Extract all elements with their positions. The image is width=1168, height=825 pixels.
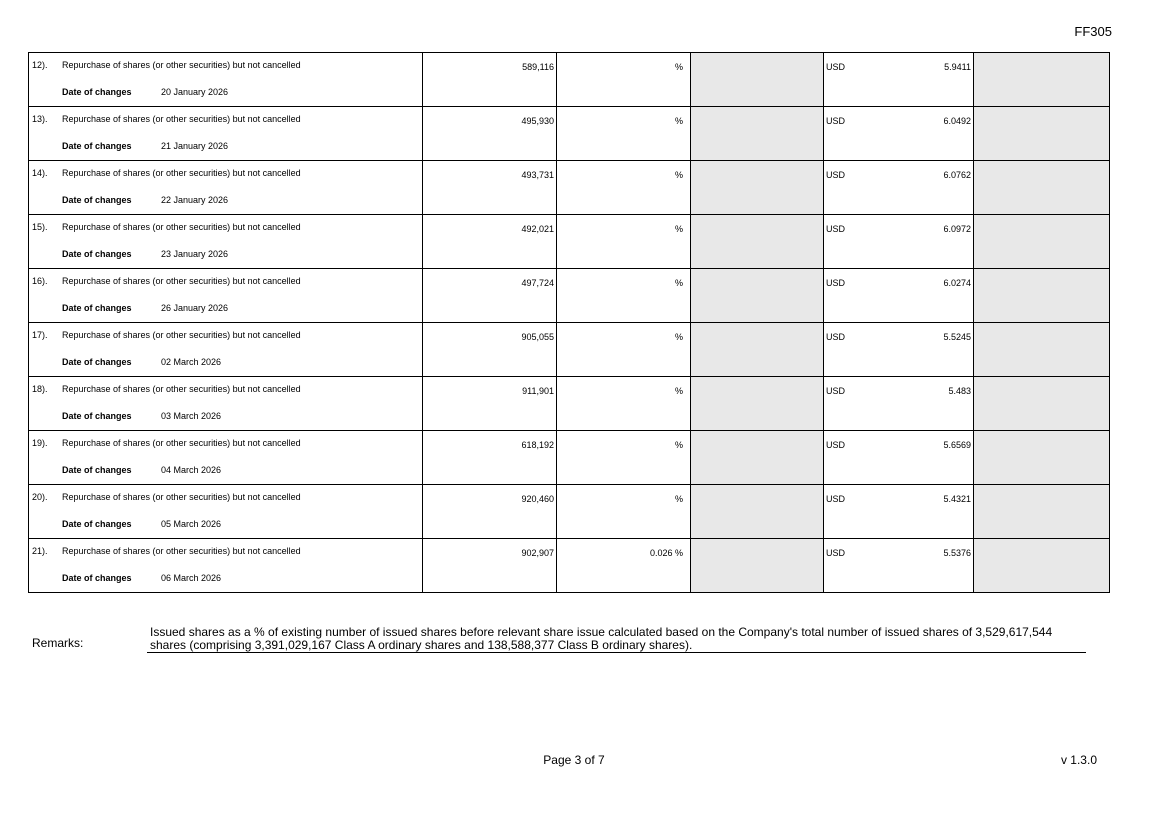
shaded-cell [691, 53, 824, 107]
row-description: Repurchase of shares (or other securities) but not cancelled [62, 384, 301, 394]
table-row [29, 431, 1110, 485]
row-number: 16). [32, 276, 48, 286]
price-cell [824, 161, 974, 215]
price-value: 5.9411 [944, 62, 971, 72]
price-value: 5.5376 [943, 548, 971, 558]
date-value: 05 March 2026 [161, 519, 222, 529]
shares-cell [423, 323, 557, 377]
date-value: 02 March 2026 [161, 357, 222, 367]
price-cell [824, 215, 974, 269]
shares-cell [423, 161, 557, 215]
shaded-cell [974, 431, 1110, 485]
currency: USD [826, 440, 846, 450]
table-row [29, 107, 1110, 161]
row-number: 12). [32, 60, 48, 70]
shares-cell [423, 485, 557, 539]
table-row [29, 161, 1110, 215]
row-number: 18). [32, 384, 48, 394]
shares-value: 589,116 [522, 62, 554, 72]
price-cell [824, 431, 974, 485]
date-label: Date of changes [62, 465, 132, 475]
share-changes-body [29, 53, 1110, 593]
currency: USD [826, 548, 846, 558]
price-cell [824, 323, 974, 377]
share-changes-table [28, 52, 1110, 593]
price-cell [824, 539, 974, 593]
price-value: 6.0274 [943, 278, 971, 288]
table-row [29, 323, 1110, 377]
currency: USD [826, 494, 846, 504]
row-description: Repurchase of shares (or other securities) but not cancelled [62, 222, 301, 232]
date-value: 03 March 2026 [161, 411, 222, 421]
shaded-cell [974, 215, 1110, 269]
shaded-cell [691, 539, 824, 593]
price-value: 6.0972 [943, 224, 971, 234]
date-value: 21 January 2026 [161, 141, 229, 151]
percent-cell [557, 539, 691, 593]
table-row [29, 215, 1110, 269]
row-number: 15). [32, 222, 48, 232]
percent-cell [557, 485, 691, 539]
date-label: Date of changes [62, 303, 132, 313]
shaded-cell [974, 323, 1110, 377]
shaded-cell [974, 161, 1110, 215]
price-value: 5.5245 [943, 332, 971, 342]
row-number: 19). [32, 438, 48, 448]
percent-cell [557, 269, 691, 323]
row-description-cell [29, 377, 423, 431]
date-value: 23 January 2026 [161, 249, 229, 259]
row-number: 20). [32, 492, 48, 502]
price-value: 5.483 [948, 386, 971, 396]
shares-cell [423, 269, 557, 323]
row-description: Repurchase of shares (or other securities) but not cancelled [62, 276, 301, 286]
date-label: Date of changes [62, 519, 132, 529]
row-description: Repurchase of shares (or other securities) but not cancelled [62, 114, 301, 124]
percent-cell [557, 323, 691, 377]
row-description-cell [29, 539, 423, 593]
shaded-cell [691, 377, 824, 431]
shaded-cell [974, 377, 1110, 431]
remarks-text: Issued shares as a % of existing number of issued shares before relevant share issue calculated based on the Company's total number of issued shares of 3,529,617,544 shares (comprising 3,391,029,167 Class A ordinary shares and 138,588,377 Class B ordinary shares). [147, 626, 1086, 653]
shaded-cell [691, 485, 824, 539]
row-description-cell [29, 53, 423, 107]
price-value: 5.6569 [943, 440, 971, 450]
percent-value: % [674, 440, 683, 450]
percent-value: % [674, 278, 683, 288]
shares-value: 493,731 [521, 170, 554, 180]
price-cell [824, 53, 974, 107]
percent-cell [557, 53, 691, 107]
row-description-cell [29, 485, 423, 539]
date-label: Date of changes [62, 411, 132, 421]
price-cell [824, 485, 974, 539]
row-description: Repurchase of shares (or other securities) but not cancelled [62, 330, 301, 340]
shares-value: 495,930 [521, 116, 554, 126]
table-row [29, 539, 1110, 593]
price-value: 5.4321 [943, 494, 971, 504]
shaded-cell [691, 323, 824, 377]
shaded-cell [691, 107, 824, 161]
percent-cell [557, 431, 691, 485]
shaded-cell [974, 53, 1110, 107]
row-description: Repurchase of shares (or other securities) but not cancelled [62, 546, 301, 556]
row-description: Repurchase of shares (or other securities) but not cancelled [62, 168, 301, 178]
date-label: Date of changes [62, 195, 132, 205]
shaded-cell [691, 215, 824, 269]
currency: USD [826, 386, 846, 396]
row-number: 13). [32, 114, 48, 124]
shaded-cell [974, 269, 1110, 323]
row-number: 21). [32, 546, 48, 556]
shares-cell [423, 377, 557, 431]
page-number: Page 3 of 7 [543, 753, 605, 767]
percent-cell [557, 107, 691, 161]
remarks-label: Remarks: [32, 636, 84, 650]
shaded-cell [974, 485, 1110, 539]
shaded-cell [974, 539, 1110, 593]
shaded-cell [691, 161, 824, 215]
price-value: 6.0762 [943, 170, 971, 180]
percent-cell [557, 377, 691, 431]
date-value: 26 January 2026 [161, 303, 229, 313]
percent-value: % [674, 494, 683, 504]
table-row [29, 377, 1110, 431]
shares-cell [423, 215, 557, 269]
shares-cell [423, 431, 557, 485]
shares-value: 920,460 [521, 494, 554, 504]
currency: USD [826, 116, 846, 126]
price-cell [824, 377, 974, 431]
currency: USD [826, 170, 846, 180]
row-number: 14). [32, 168, 48, 178]
table-row [29, 53, 1110, 107]
date-value: 22 January 2026 [161, 195, 229, 205]
row-description-cell [29, 323, 423, 377]
currency: USD [826, 332, 846, 342]
table-row [29, 485, 1110, 539]
date-label: Date of changes [62, 573, 132, 583]
percent-value: % [674, 386, 683, 396]
shares-cell [423, 53, 557, 107]
row-description-cell [29, 431, 423, 485]
percent-value: % [674, 116, 683, 126]
date-value: 04 March 2026 [161, 465, 222, 475]
version-label: v 1.3.0 [1060, 753, 1097, 767]
row-description-cell [29, 215, 423, 269]
percent-value: % [674, 170, 683, 180]
date-label: Date of changes [62, 87, 132, 97]
percent-value: % [674, 62, 683, 72]
shares-value: 618,192 [521, 440, 554, 450]
row-description-cell [29, 161, 423, 215]
percent-value: % [674, 332, 683, 342]
shaded-cell [691, 431, 824, 485]
price-cell [824, 269, 974, 323]
shaded-cell [974, 107, 1110, 161]
shares-cell [423, 539, 557, 593]
shares-value: 902,907 [521, 548, 554, 558]
shaded-cell [691, 269, 824, 323]
date-value: 06 March 2026 [161, 573, 222, 583]
table-row [29, 269, 1110, 323]
form-code: FF305 [1074, 24, 1112, 39]
date-label: Date of changes [62, 357, 132, 367]
price-cell [824, 107, 974, 161]
percent-value: 0.026 % [649, 548, 683, 558]
row-description: Repurchase of shares (or other securities) but not cancelled [62, 492, 301, 502]
shares-value: 905,055 [521, 332, 554, 342]
shares-cell [423, 107, 557, 161]
row-description-cell [29, 269, 423, 323]
currency: USD [826, 62, 846, 72]
percent-cell [557, 161, 691, 215]
date-value: 20 January 2026 [161, 87, 229, 97]
date-label: Date of changes [62, 249, 132, 259]
row-number: 17). [32, 330, 48, 340]
currency: USD [826, 278, 846, 288]
percent-value: % [674, 224, 683, 234]
row-description: Repurchase of shares (or other securities) but not cancelled [62, 60, 301, 70]
shares-value: 492,021 [521, 224, 554, 234]
date-label: Date of changes [62, 141, 132, 151]
currency: USD [826, 224, 846, 234]
price-value: 6.0492 [943, 116, 971, 126]
percent-cell [557, 215, 691, 269]
shares-value: 911,901 [522, 386, 554, 396]
shares-value: 497,724 [521, 278, 554, 288]
row-description: Repurchase of shares (or other securities) but not cancelled [62, 438, 301, 448]
row-description-cell [29, 107, 423, 161]
